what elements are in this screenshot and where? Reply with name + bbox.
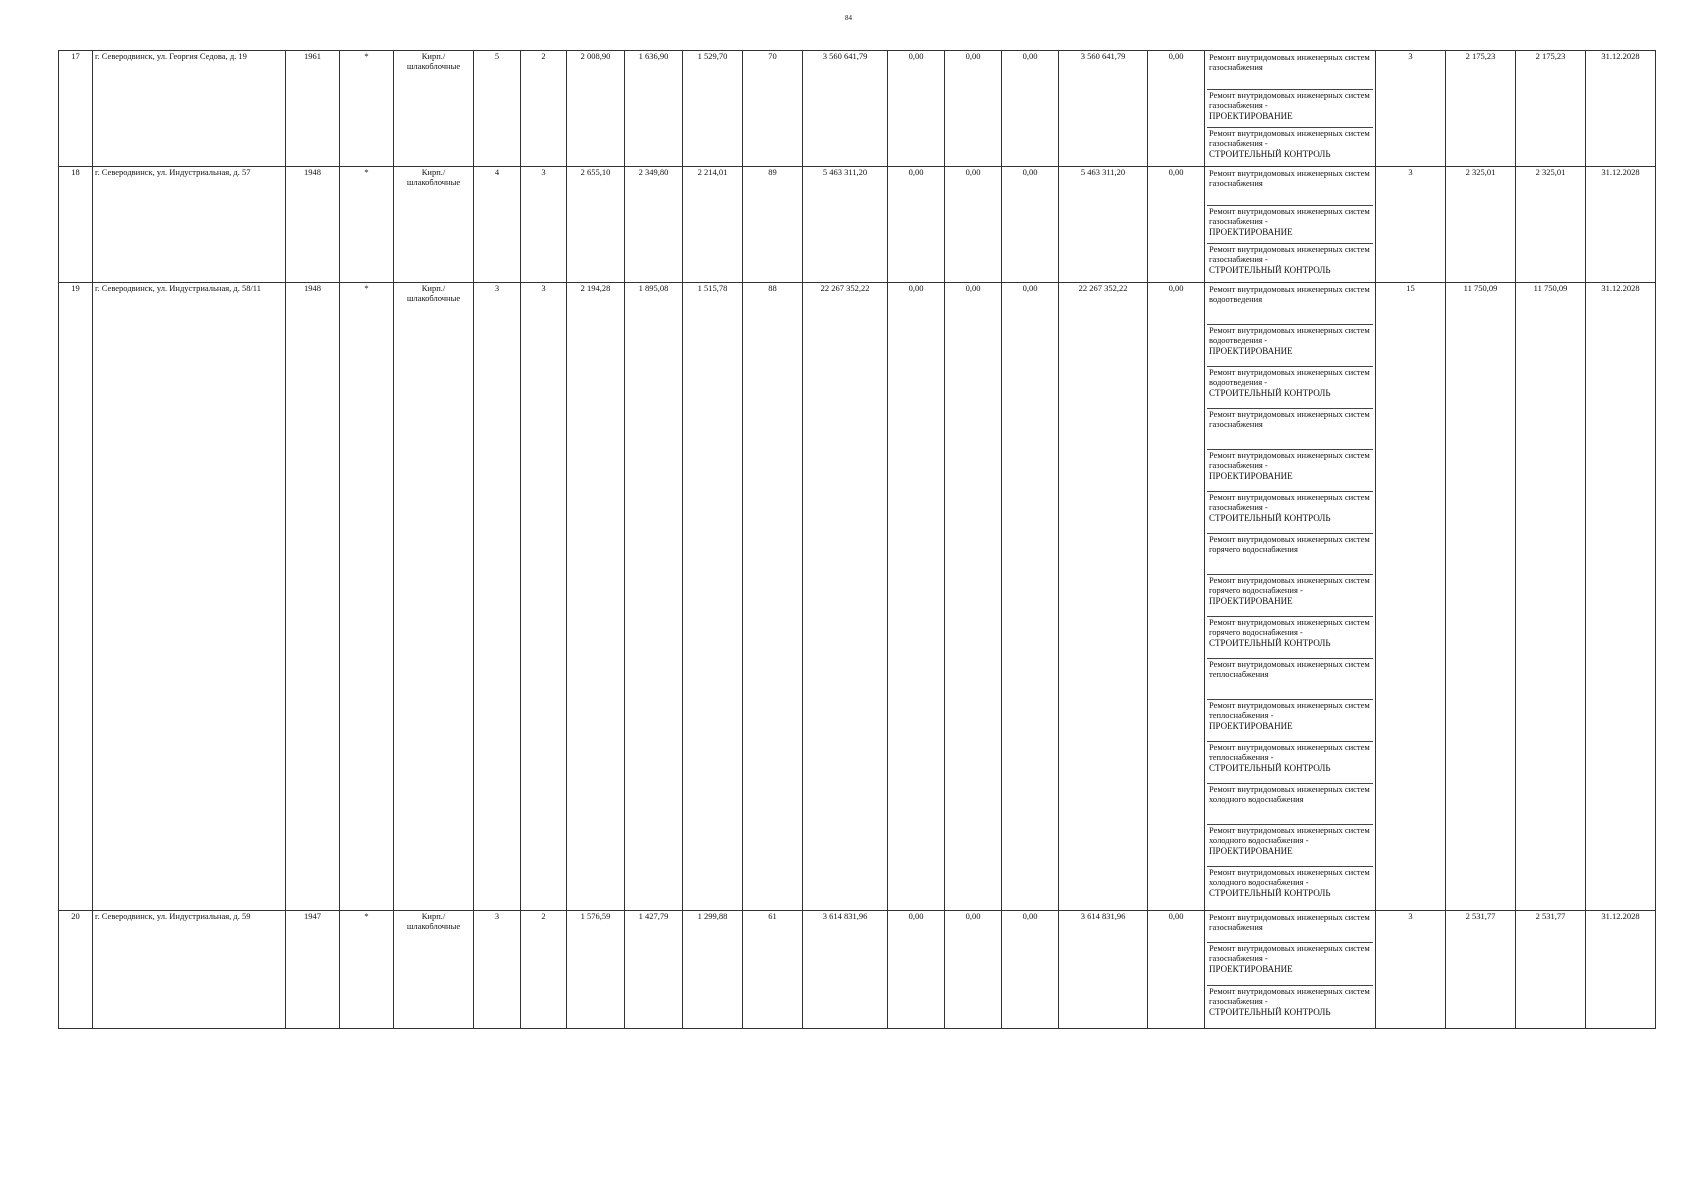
entrances: 3 bbox=[521, 167, 567, 283]
fund-3: 0,00 bbox=[1002, 51, 1059, 167]
work-item-text: Ремонт внутридомовых инженерных систем холодного водоснабжения - bbox=[1209, 867, 1370, 887]
work-item-text: Ремонт внутридомовых инженерных систем газоснабжения bbox=[1209, 52, 1370, 72]
year-built: 1948 bbox=[286, 167, 340, 283]
wall-material: Кирп./ шлакоблочные bbox=[394, 283, 474, 911]
work-item-text: Ремонт внутридомовых инженерных систем водоотведения - bbox=[1209, 325, 1370, 345]
fund-1: 0,00 bbox=[888, 911, 945, 1029]
residents: 61 bbox=[743, 911, 803, 1029]
floors: 5 bbox=[474, 51, 521, 167]
floors: 4 bbox=[474, 167, 521, 283]
fund-1: 0,00 bbox=[888, 51, 945, 167]
row-number: 17 bbox=[59, 51, 93, 167]
table-row bbox=[59, 283, 1656, 911]
fund-5: 0,00 bbox=[1148, 283, 1205, 911]
work-item bbox=[1207, 206, 1373, 244]
area-residential: 1 529,70 bbox=[683, 51, 743, 167]
table-row bbox=[59, 51, 1656, 167]
work-item bbox=[1207, 367, 1373, 409]
fund-4: 3 560 641,79 bbox=[1059, 51, 1148, 167]
work-item-stage: ПРОЕКТИРОВАНИЕ bbox=[1209, 595, 1293, 606]
work-item bbox=[1207, 659, 1373, 700]
limit-cost: 2 531,77 bbox=[1516, 911, 1586, 1029]
mark: * bbox=[340, 283, 394, 911]
area-premises: 1 895,08 bbox=[625, 283, 683, 911]
work-item bbox=[1207, 784, 1373, 825]
work-item bbox=[1207, 534, 1373, 575]
deadline: 31.12.2028 bbox=[1586, 51, 1656, 167]
row-number: 20 bbox=[59, 911, 93, 1029]
work-item-stage: СТРОИТЕЛЬНЫЙ КОНТРОЛЬ bbox=[1209, 512, 1331, 523]
work-item bbox=[1207, 912, 1373, 943]
work-item-stage: СТРОИТЕЛЬНЫЙ КОНТРОЛЬ bbox=[1209, 637, 1331, 648]
work-types bbox=[1205, 911, 1376, 1029]
work-item-text: Ремонт внутридомовых инженерных систем газоснабжения bbox=[1209, 912, 1370, 932]
mark: * bbox=[340, 51, 394, 167]
area-premises: 2 349,80 bbox=[625, 167, 683, 283]
work-item-stage: ПРОЕКТИРОВАНИЕ bbox=[1209, 345, 1293, 356]
work-item bbox=[1207, 617, 1373, 659]
work-item bbox=[1207, 244, 1373, 281]
work-item-text: Ремонт внутридомовых инженерных систем холодного водоснабжения - bbox=[1209, 825, 1370, 845]
work-item-stage: СТРОИТЕЛЬНЫЙ КОНТРОЛЬ bbox=[1209, 264, 1331, 275]
entrances: 2 bbox=[521, 911, 567, 1029]
cost-total: 3 560 641,79 bbox=[803, 51, 888, 167]
deadline: 31.12.2028 bbox=[1586, 283, 1656, 911]
unit-cost: 2 325,01 bbox=[1446, 167, 1516, 283]
wall-material: Кирп./ шлакоблочные bbox=[394, 167, 474, 283]
address: г. Северодвинск, ул. Индустриальная, д. 57 bbox=[93, 167, 286, 283]
area-premises: 1 427,79 bbox=[625, 911, 683, 1029]
fund-2: 0,00 bbox=[945, 911, 1002, 1029]
entrances: 3 bbox=[521, 283, 567, 911]
fund-3: 0,00 bbox=[1002, 911, 1059, 1029]
area-total: 2 194,28 bbox=[567, 283, 625, 911]
work-item-text: Ремонт внутридомовых инженерных систем холодного водоснабжения bbox=[1209, 784, 1370, 804]
work-item-stage: СТРОИТЕЛЬНЫЙ КОНТРОЛЬ bbox=[1209, 762, 1331, 773]
address: г. Северодвинск, ул. Георгия Седова, д. 19 bbox=[93, 51, 286, 167]
row-number: 19 bbox=[59, 283, 93, 911]
work-item-text: Ремонт внутридомовых инженерных систем газоснабжения - bbox=[1209, 90, 1370, 110]
work-item-stage: ПРОЕКТИРОВАНИЕ bbox=[1209, 470, 1293, 481]
work-item bbox=[1207, 325, 1373, 367]
work-item-text: Ремонт внутридомовых инженерных систем горячего водоснабжения - bbox=[1209, 617, 1370, 637]
work-item bbox=[1207, 492, 1373, 534]
work-item-text: Ремонт внутридомовых инженерных систем газоснабжения bbox=[1209, 409, 1370, 429]
work-types bbox=[1205, 51, 1376, 167]
fund-4: 5 463 311,20 bbox=[1059, 167, 1148, 283]
cost-total: 5 463 311,20 bbox=[803, 167, 888, 283]
area-residential: 1 299,88 bbox=[683, 911, 743, 1029]
work-item bbox=[1207, 409, 1373, 450]
work-item-text: Ремонт внутридомовых инженерных систем газоснабжения - bbox=[1209, 450, 1370, 470]
quantity: 3 bbox=[1376, 51, 1446, 167]
area-total: 1 576,59 bbox=[567, 911, 625, 1029]
fund-3: 0,00 bbox=[1002, 283, 1059, 911]
year-built: 1961 bbox=[286, 51, 340, 167]
work-item bbox=[1207, 986, 1373, 1027]
work-item-stage: ПРОЕКТИРОВАНИЕ bbox=[1209, 720, 1293, 731]
entrances: 2 bbox=[521, 51, 567, 167]
fund-5: 0,00 bbox=[1148, 911, 1205, 1029]
work-item bbox=[1207, 450, 1373, 492]
work-item-text: Ремонт внутридомовых инженерных систем газоснабжения - bbox=[1209, 986, 1370, 1006]
work-item-text: Ремонт внутридомовых инженерных систем газоснабжения - bbox=[1209, 244, 1370, 264]
unit-cost: 2 175,23 bbox=[1446, 51, 1516, 167]
work-item bbox=[1207, 128, 1373, 165]
work-item-stage: ПРОЕКТИРОВАНИЕ bbox=[1209, 226, 1293, 237]
quantity: 3 bbox=[1376, 911, 1446, 1029]
work-item bbox=[1207, 52, 1373, 90]
work-item bbox=[1207, 575, 1373, 617]
area-total: 2 008,90 bbox=[567, 51, 625, 167]
fund-2: 0,00 bbox=[945, 51, 1002, 167]
work-item bbox=[1207, 700, 1373, 742]
work-item-text: Ремонт внутридомовых инженерных систем газоснабжения - bbox=[1209, 492, 1370, 512]
cost-total: 3 614 831,96 bbox=[803, 911, 888, 1029]
wall-material: Кирп./ шлакоблочные bbox=[394, 911, 474, 1029]
unit-cost: 11 750,09 bbox=[1446, 283, 1516, 911]
area-premises: 1 636,90 bbox=[625, 51, 683, 167]
work-item-text: Ремонт внутридомовых инженерных систем теплоснабжения bbox=[1209, 659, 1370, 679]
work-item-stage: ПРОЕКТИРОВАНИЕ bbox=[1209, 963, 1293, 974]
fund-2: 0,00 bbox=[945, 283, 1002, 911]
table-row bbox=[59, 911, 1656, 1029]
fund-1: 0,00 bbox=[888, 167, 945, 283]
fund-3: 0,00 bbox=[1002, 167, 1059, 283]
page-number: 84 bbox=[845, 14, 852, 22]
quantity: 15 bbox=[1376, 283, 1446, 911]
work-item-stage: СТРОИТЕЛЬНЫЙ КОНТРОЛЬ bbox=[1209, 387, 1331, 398]
fund-2: 0,00 bbox=[945, 167, 1002, 283]
work-item-text: Ремонт внутридомовых инженерных систем теплоснабжения - bbox=[1209, 742, 1370, 762]
limit-cost: 11 750,09 bbox=[1516, 283, 1586, 911]
fund-1: 0,00 bbox=[888, 283, 945, 911]
address: г. Северодвинск, ул. Индустриальная, д. 58/11 bbox=[93, 283, 286, 911]
mark: * bbox=[340, 167, 394, 283]
work-item-stage: ПРОЕКТИРОВАНИЕ bbox=[1209, 845, 1293, 856]
work-item-text: Ремонт внутридомовых инженерных систем газоснабжения - bbox=[1209, 206, 1370, 226]
work-item-stage: СТРОИТЕЛЬНЫЙ КОНТРОЛЬ bbox=[1209, 887, 1331, 898]
fund-5: 0,00 bbox=[1148, 51, 1205, 167]
unit-cost: 2 531,77 bbox=[1446, 911, 1516, 1029]
area-residential: 1 515,78 bbox=[683, 283, 743, 911]
work-item-text: Ремонт внутридомовых инженерных систем газоснабжения - bbox=[1209, 128, 1370, 148]
work-item bbox=[1207, 742, 1373, 784]
work-item bbox=[1207, 90, 1373, 128]
work-types bbox=[1205, 283, 1376, 911]
work-item bbox=[1207, 284, 1373, 325]
work-item-text: Ремонт внутридомовых инженерных систем газоснабжения - bbox=[1209, 943, 1370, 963]
residents: 70 bbox=[743, 51, 803, 167]
residents: 88 bbox=[743, 283, 803, 911]
year-built: 1948 bbox=[286, 283, 340, 911]
work-item bbox=[1207, 825, 1373, 867]
work-item-text: Ремонт внутридомовых инженерных систем теплоснабжения - bbox=[1209, 700, 1370, 720]
mark: * bbox=[340, 911, 394, 1029]
floors: 3 bbox=[474, 911, 521, 1029]
work-item bbox=[1207, 867, 1373, 909]
fund-5: 0,00 bbox=[1148, 167, 1205, 283]
row-number: 18 bbox=[59, 167, 93, 283]
fund-4: 22 267 352,22 bbox=[1059, 283, 1148, 911]
fund-4: 3 614 831,96 bbox=[1059, 911, 1148, 1029]
residents: 89 bbox=[743, 167, 803, 283]
quantity: 3 bbox=[1376, 167, 1446, 283]
limit-cost: 2 325,01 bbox=[1516, 167, 1586, 283]
area-residential: 2 214,01 bbox=[683, 167, 743, 283]
area-total: 2 655,10 bbox=[567, 167, 625, 283]
floors: 3 bbox=[474, 283, 521, 911]
work-item bbox=[1207, 168, 1373, 206]
work-item-text: Ремонт внутридомовых инженерных систем горячего водоснабжения - bbox=[1209, 575, 1370, 595]
wall-material: Кирп./ шлакоблочные bbox=[394, 51, 474, 167]
work-types bbox=[1205, 167, 1376, 283]
work-item-stage: СТРОИТЕЛЬНЫЙ КОНТРОЛЬ bbox=[1209, 1006, 1331, 1017]
deadline: 31.12.2028 bbox=[1586, 167, 1656, 283]
work-item-stage: СТРОИТЕЛЬНЫЙ КОНТРОЛЬ bbox=[1209, 148, 1331, 159]
work-item-text: Ремонт внутридомовых инженерных систем водоотведения - bbox=[1209, 367, 1370, 387]
year-built: 1947 bbox=[286, 911, 340, 1029]
work-item-text: Ремонт внутридомовых инженерных систем газоснабжения bbox=[1209, 168, 1370, 188]
address: г. Северодвинск, ул. Индустриальная, д. 59 bbox=[93, 911, 286, 1029]
deadline: 31.12.2028 bbox=[1586, 911, 1656, 1029]
work-item-text: Ремонт внутридомовых инженерных систем горячего водоснабжения bbox=[1209, 534, 1370, 554]
work-item bbox=[1207, 943, 1373, 986]
work-item-stage: ПРОЕКТИРОВАНИЕ bbox=[1209, 110, 1293, 121]
cost-total: 22 267 352,22 bbox=[803, 283, 888, 911]
limit-cost: 2 175,23 bbox=[1516, 51, 1586, 167]
table-row bbox=[59, 167, 1656, 283]
work-item-text: Ремонт внутридомовых инженерных систем водоотведения bbox=[1209, 284, 1370, 304]
repair-program-table bbox=[58, 50, 1656, 1029]
